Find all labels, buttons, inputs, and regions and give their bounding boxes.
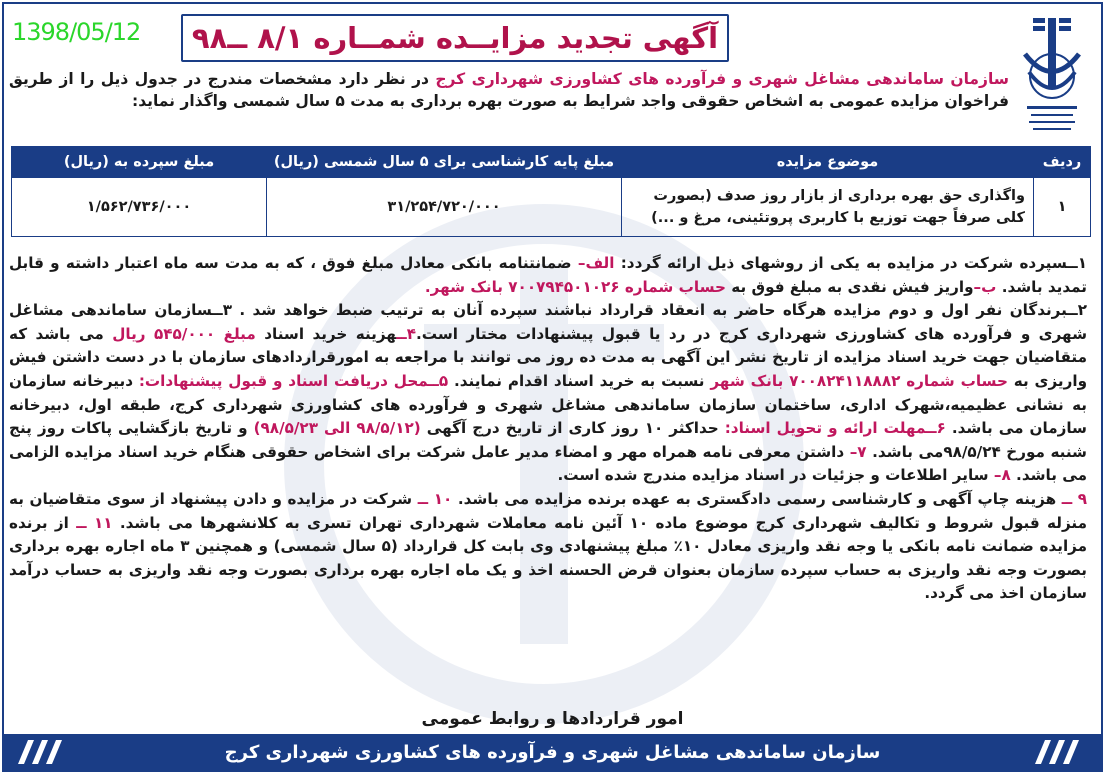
term-1-alef: الف–	[571, 254, 615, 272]
cell-deposit: ۱/۵۶۲/۷۳۶/۰۰۰	[12, 178, 267, 237]
notice-title-box	[181, 14, 729, 62]
intro-org-name: سازمان ساماندهی مشاغل شهری و فرآورده های کشاورزی شهرداری کرج	[435, 70, 1010, 88]
term-11-label: ۱۱ ــ	[76, 513, 113, 532]
date-stamp: 1398/05/12	[12, 18, 141, 46]
term-1-intro: ۱ــسپرده شرکت در مزایده به یکی از روشهای ذیل ارائه گردد:	[614, 254, 1087, 272]
term-4-intro: هزینه خرید اسناد	[255, 324, 397, 343]
auction-table	[11, 146, 1091, 237]
cell-row-number: ۱	[1034, 178, 1091, 237]
term-6-text: حداکثر ۱۰ روز کاری از تاریخ درج آگهی	[420, 419, 725, 438]
header-deposit: مبلغ سپرده به (ریال)	[12, 147, 267, 178]
header-base-price: مبلغ پایه کارشناسی برای ۵ سال شمسی (ریال)	[267, 147, 622, 178]
table-row	[12, 178, 1091, 237]
term-6-label: ۶ــمهلت ارائه و تحویل اسناد:	[724, 419, 946, 438]
term-4-text: می باشد که متقاضیان جهت خرید اسناد مزایده از تاریخ نشر این آگهی به مدت ده روز می توانند با مراجعه به امورقراردادهای سازمان با در دست داشتن فیش واریزی به	[9, 324, 1088, 390]
term-8: سایر اطلاعات و جزئیات در اسناد مزایده مندرج شده است.	[557, 466, 989, 485]
term-10: شرکت در مزایده و دادن پیشنهاد از سوی متقاضیان به منزله قبول شروط و تکالیف شهرداری کرج موضوع ماده ۱۰ آئین نامه معاملات شهرداری تهران تسری به کلانشهرها می باشد.	[9, 489, 1087, 532]
term-4-label: ۴ــ	[396, 324, 417, 343]
term-8-label: ۸–	[988, 466, 1011, 485]
footer-department: امور قراردادها و روابط عمومی	[421, 709, 684, 729]
term-1-be: ب–	[973, 277, 997, 296]
term-5-label: ۵ــمحل دریافت اسناد و قبول پیشنهادات:	[138, 371, 449, 390]
cell-base-price: ۳۱/۲۵۴/۷۲۰/۰۰۰	[267, 178, 622, 237]
table-header-row	[12, 147, 1091, 178]
term-7: داشتن معرفی نامه همراه مهر و امضاء مدیر عامل شرکت برای اشخاص حقوقی هنگام خرید اسناد مزایده الزامی می باشد.	[9, 442, 1087, 485]
terms-section	[9, 252, 1087, 606]
term-1-deposit: واریز فیش نقدی به مبلغ فوق به	[726, 277, 974, 296]
term-4-end: نسبت به خرید اسناد اقدام نمایند.	[448, 371, 711, 390]
term-6-dates: (۹۸/۵/۱۲ الی ۹۸/۵/۲۳)	[253, 419, 421, 438]
term-6-end: و تاریخ بازگشایی پاکات روز پنج شنبه مورخ ۹۸/۵/۲۴می باشد.	[9, 419, 1087, 461]
term-3: ۳ــسازمان ساماندهی مشاغل شهری و فرآورده های کشاورزی شهرداری کرج در رد یا قبول پیشنهادات مختار است.	[9, 301, 1088, 343]
intro-paragraph	[9, 68, 1009, 112]
notice-frame	[2, 2, 1103, 772]
term-7-label: ۷–	[844, 442, 867, 461]
term-4-account: حساب شماره ۷۰۰۸۲۴۱۱۸۸۸۲ بانک شهر	[710, 371, 1008, 390]
intro-text: در نظر دارد مشخصات مندرج در جدول ذیل را از طریق فراخوان مزایده عمومی به اشخاص حقوقی واجد شرایط به صورت بهره برداری به مدت ۵ سال شمسی واگذار نماید:	[9, 70, 1009, 110]
header-subject: موضوع مزایده	[622, 147, 1034, 178]
term-4-amount: مبلغ ۵۴۵/۰۰۰ ریال	[112, 324, 256, 343]
terms-paragraph-1	[9, 252, 1087, 299]
terms-paragraph-2	[9, 299, 1087, 488]
term-1-guarantee: ضمانتنامه بانکی معادل مبلغ فوق ، که به مدت سه ماه اعتبار داشته و قابل تمدید باشد.	[9, 254, 1087, 296]
decorative-stripes-icon	[1031, 740, 1091, 764]
notice-title: آگهی تجدید مزایــده شمــاره ۸/۱ ــ۹۸	[191, 21, 719, 55]
term-9: هزینه چاپ آگهی و کارشناسی رسمی دادگستری به عهده برنده مزایده می باشد.	[452, 489, 1062, 508]
municipality-logo-icon	[1019, 14, 1085, 144]
footer-org-name: سازمان ساماندهی مشاغل شهری و فرآورده های کشاورزی شهرداری کرج	[224, 741, 881, 763]
cell-subject: واگذاری حق بهره برداری از بازار روز صدف (بصورت کلی صرفاً جهت توزیع با کاربری پروتئینی، مرغ و ...)	[622, 178, 1034, 237]
term-10-label: ۱۰ ــ	[417, 489, 453, 508]
decorative-stripes-icon	[14, 740, 74, 764]
term-1-account: حساب شماره ۷۰۰۷۹۴۵۰۱۰۲۶ بانک شهر.	[424, 277, 726, 296]
terms-paragraph-3	[9, 488, 1087, 606]
term-11: از برنده مزایده ضمانت نامه بانکی یا وجه نقد واریزی معادل ۱۰٪ مبلغ پیشنهادی وی بابت کل قرارداد (۵ سال شمسی) و همچنین ۳ ماه اجاره بهره برداری بصورت وجه نقد واریزی به حساب سپرده سازمان بعنوان قرض الحسنه اخذ و یک ماه اجاره بهره برداری بصورت وجه نقد واریزی به حساب درآمد سازمان اخذ می گردد.	[9, 513, 1087, 603]
header-row-number: ردیف	[1034, 147, 1091, 178]
term-2: ۲ــبرندگان نفر اول و دوم مزایده هرگاه حاضر به انعقاد قرارداد نباشند سپرده آنان به ترتیب ضبط خواهد شد .	[231, 301, 1087, 320]
footer-bar	[4, 734, 1101, 770]
term-5: دبیرخانه سازمان به نشانی عظیمیه،شهرک اداری، ساختمان سازمان ساماندهی مشاغل شهری و فرآورده های کشاورزی شهرداری کرج، طبقه اول، دبیرخانه سازمان می باشد.	[9, 371, 1087, 438]
term-9-label: ۹ ــ	[1061, 489, 1088, 508]
